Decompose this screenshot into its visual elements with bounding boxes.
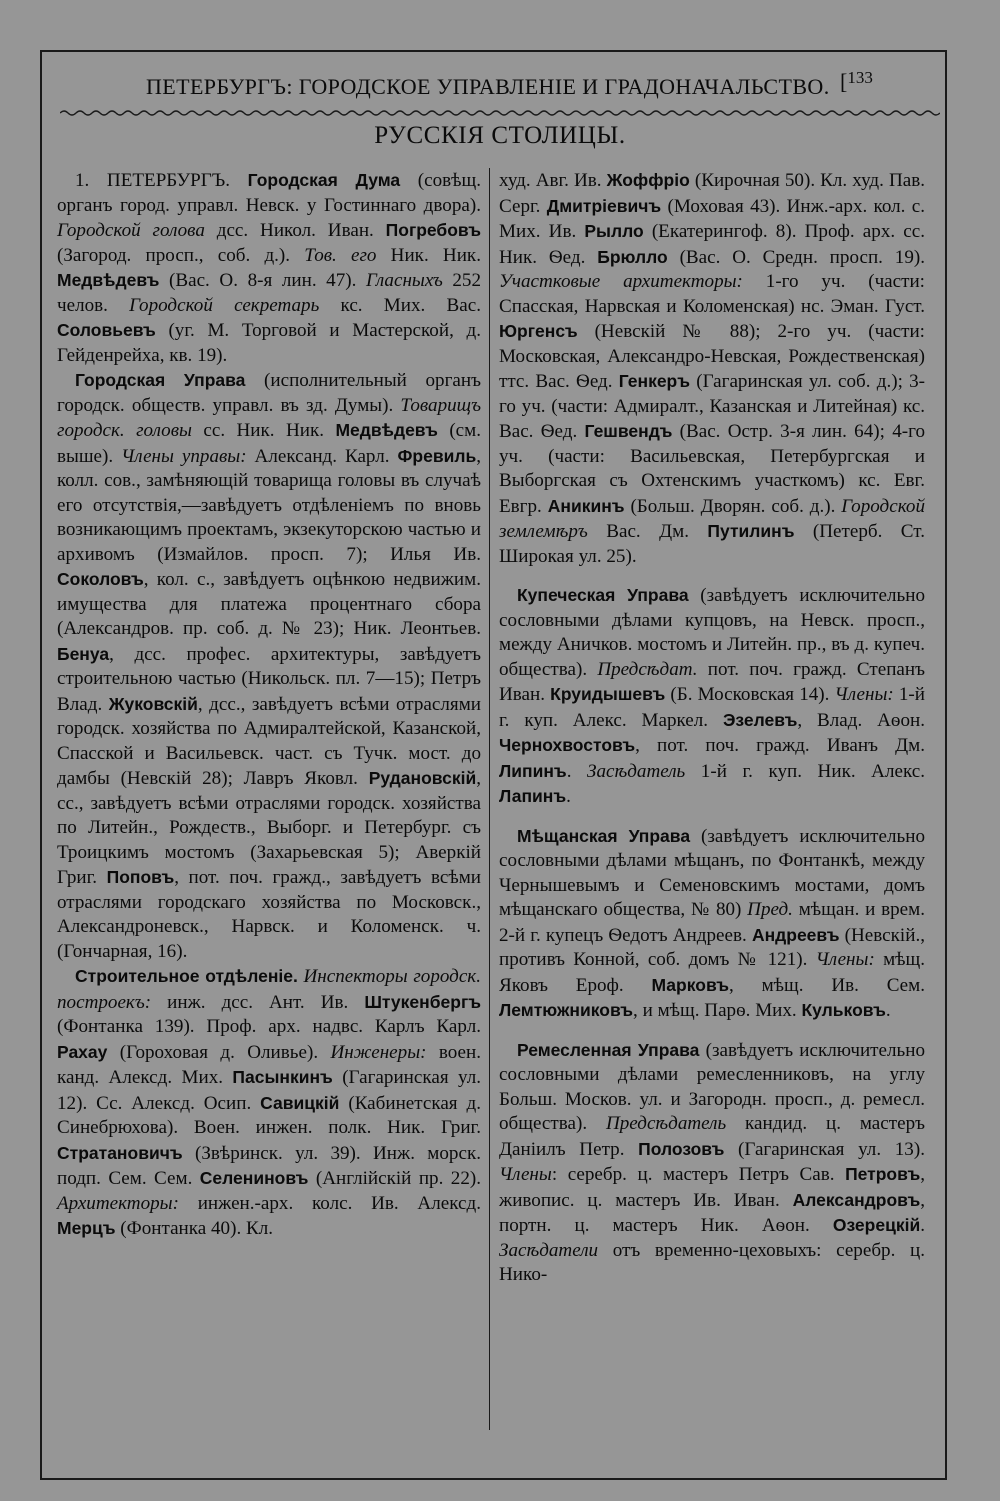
column-divider: [489, 168, 490, 1430]
paragraph-meshchane-uprava: Мѣщанская Управа (завѣдуетъ исключительно сословными дѣлами мѣщанъ, по Фонтанкѣ, между Чернышевымъ и Семеновскимъ мостами, домъ мѣщанскаго общества, № 80) Пред. мѣщан. и врем. 2-й г. купецъ Ѳедотъ Андреев. Андреевъ (Невскій., противъ Конной, соб. домъ № 121). Члены: мѣщ. Яковъ Ероф. Марковъ, мѣщ. Ив. Сем. Лемтюжниковъ, и мѣщ. Парѳ. Мих. Кульковъ.: [499, 825, 926, 1021]
page-bracket: [: [840, 69, 848, 94]
left-column: [57, 168, 481, 1242]
running-header: [60, 64, 920, 104]
header-title: ПЕТЕРБУРГЪ: ГОРОДСКОЕ УПРАВЛЕНІЕ И ГРАДОНАЧАЛЬСТВО.: [146, 74, 830, 99]
page-number: [840, 68, 873, 95]
paragraph-building-department: Строительное отдѣленіе. Инспекторы городск. построекъ: инж. дсс. Ант. Ив. Штукенбергъ (Фонтанка 139). Проф. арх. надвс. Карлъ Карл. Рахау (Гороховая д. Оливье). Инженеры: воен. канд. Алексд. Мих. Пасынкинъ (Гагаринская ул. 12). Сс. Алексд. Осип. Савицкій (Кабинетская д. Синебрюхова). Воен. инжен. полк. Ник. Григ. Стратановичъ (Звѣринск. ул. 39). Инж. морск. подп. Сем. Сем. Селениновъ (Англійскій пр. 22). Архитекторы: инжен.-арх. колс. Ив. Алексд. Мерцъ (Фонтанка 40). Кл.: [57, 966, 481, 1239]
section-title: РУССКІЯ СТОЛИЦЫ.: [374, 122, 626, 149]
page-number-value: 133: [847, 68, 873, 87]
right-column: [499, 168, 925, 1288]
paragraph-city-uprava: Городская Управа (исполнительный органъ городск. обществ. управл. въ зд. Думы). Товарищъ городск. головы сс. Ник. Ник. Медвѣдевъ (см. выше). Члены управы: Александ. Карл. Фревиль, колл. сов., замѣняющій товарища головы въ случаѣ его отсутствія,—завѣдуетъ отдѣленіемъ по вновь возникающимъ проектамъ, экзекуторскою частью и архивомъ (Измайлов. просп. 7); Илья Ив. Соколовъ, кол. с., завѣдуетъ оцѣнкою недвижим. имущества для платежа процентнаго сбора (Александров. пр. соб. д. № 23); Ник. Леонтьев. Бенуа, дсс. профес. архитектуры, завѣдуетъ строительною частью (Никольск. пл. 7—15); Петръ Влад. Жуковскій, дсс., завѣдуетъ всѣми отраслями городск. хозяйства по Адмиралтейской, Казанской, Спасской и Васильевск. част. съ Тучк. мост. до дамбы (Невскій 28); Лавръ Яковл. Рудановскій, сс., завѣдуетъ всѣми отраслями городск. хозяйства по Литейн., Рождеств., Выборг. и Петербург. съ Троицкимъ мостомъ (Захарьевская 5); Аверкій Григ. Поповъ, пот. поч. гражд., завѣдуетъ всѣми отраслями городскаго хозяйства по Московск., Александроневск., Нарвск. и Коломенск. ч. (Гончарная, 16).: [57, 370, 482, 962]
paragraph-architects-continued: худ. Авг. Ив. Жоффріо (Кирочная 50). Кл. худ. Пав. Серг. Дмитріевичъ (Моховая 43). Инж.-арх. кол. с. Мих. Ив. Рылло (Екатерингоф. 8). Проф. арх. сс. Ник. Ѳед. Брюлло (Вас. О. Средн. просп. 19). Участковые архитекторы: 1-го уч. (части: Спасская, Нарвская и Коломенская) нс. Эман. Густ. Юргенсъ (Невскій № 88); 2-го уч. (части: Московская, Александро-Невская, Рождественская) ттс. Вас. Ѳед. Генкеръ (Гагаринская ул. соб. д.); 3-го уч. (части: Адмиралт., Казанская и Литейная) кс. Вас. Ѳед. Гешвендъ (Вас. Остр. 3-я лин. 64); 4-го уч. (части: Васильевская, Петербургская и Выборгская съ Охтенскимъ участкомъ) кс. Евг. Евгр. Аникинъ (Больш. Дворян. соб. д.). Городской землемѣръ Вас. Дм. Путилинъ (Петерб. Ст. Широкая ул. 25).: [499, 170, 926, 567]
wavy-rule: [60, 108, 940, 118]
paragraph-craft-uprava: Ремесленная Управа (завѣдуетъ исключительно сословными дѣлами ремесленниковъ, на углу Больш. Москов. ул. и Загородн. просп., д. ремесл. общества). Предсѣдатель кандид. ц. мастеръ Даніилъ Петр. Полозовъ (Гагаринская ул. 13). Члены: серебр. ц. мастеръ Петръ Сав. Петровъ, живопис. ц. мастеръ Ив. Иван. Александровъ, портн. ц. мастеръ Ник. Аѳон. Озерецкій. Засѣдатели отъ временно-цеховыхъ: серебр. ц. Нико-: [499, 1039, 925, 1285]
bottom-border: [40, 1478, 947, 1480]
paragraph-city-duma: 1. ПЕТЕРБУРГЪ. Городская Дума (совѣщ. органъ город. управл. Невск. у Гостиннаго двора). Городской голова дсс. Никол. Иван. Погребовъ (Загород. просп., соб. д.). Тов. его Ник. Ник. Медвѣдевъ (Вас. О. 8-я лин. 47). Гласныхъ 252 челов. Городской секретарь кс. Мих. Вас. Соловьевъ (уг. М. Торговой и Мастерской, д. Гейденрейха, кв. 19).: [57, 170, 482, 366]
paragraph-merchant-uprava: Купеческая Управа (завѣдуетъ исключительно сословными дѣлами купцовъ, на Невск. просп., между Аничков. мостомъ и Литейн. пр., въ д. купеч. общества). Предсѣдат. пот. поч. гражд. Степанъ Иван. Круидышевъ (Б. Московская 14). Члены: 1-й г. куп. Алекс. Маркел. Эзелевъ, Влад. Аѳон. Чернохвостовъ, пот. поч. гражд. Иванъ Дм. Липинъ. Засѣдатель 1-й г. куп. Ник. Алекс. Лапинъ.: [499, 585, 926, 807]
